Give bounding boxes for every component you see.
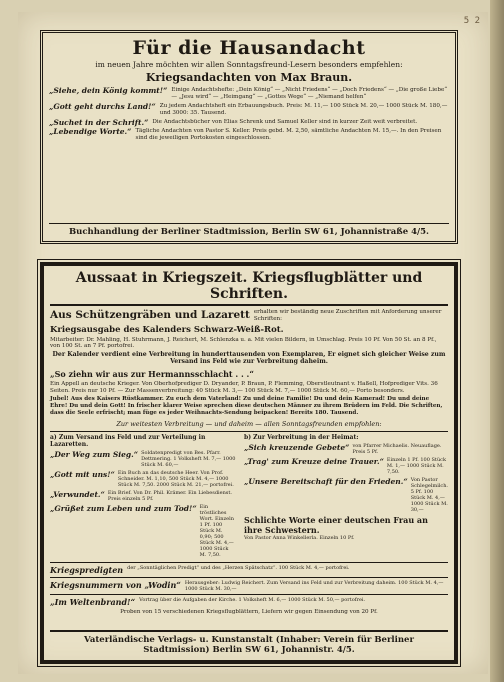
item-desc: Ein Buch an das deutsche Heer. Von Prof. Schneider. M. 1,10, 500 Stück M. 4,— 1000 Stück M. 7,50. 2000 Stück M. 21,— portofrei. [117,469,234,488]
column-feld-heading: a) Zum Versand ins Feld und zur Verteilung in Lazaretten. [50,433,206,448]
jubel-text: Jubel! Aus des Kaisers Rüstkammer. Zu euch dem Vaterland! Zu und deine Familie! Du und dein Kamerad! Du und deine Ehre! Du und dein Gott! In frischer klarer Weise sprechen diese deutschen Männer zu ihrem Brüdern im Feld. Die Schriften, dass die Seele erfrischt; man füge es jeder Weihnachts-Sendung beipacken! Bereits 180. Tausend. [50,396,443,416]
proben-note: Proben von 15 verschiedenen Kriegsflugblättern, Liefern wir gegen Einsendung von 20 Pf. [120,608,378,615]
list-item [244,443,448,455]
item-title: „Gott mit uns!“ [50,469,115,479]
lazarett-text: erhalten wir beständig neue Zuschriften mit Anforderung unserer Schriften: [253,309,442,322]
wide-item [50,562,448,575]
page-number: 5 2 [463,16,480,26]
hausandacht-advert [40,30,458,244]
hermann-heading: „So ziehn wir aus zur Hermannsschlacht . . .“ [50,368,254,379]
column-heimat [244,434,448,560]
advert-item-desc: Tägliche Andachten von Pastor S. Keller. Preis gebd. M. 2,50, sämtliche Andachten M. 15,—. In den Preisen sind die jeweiligen Portokosten eingeschlossen. [135,128,442,141]
list-item [244,477,448,513]
wide-item-desc: Herausgeber: Ludwig Reichert. Zum Versand ins Feld und zur Verbreitung daheim. 100 Stück M. 4,— 1000 Stück M. 30,— [184,579,444,592]
kalender-bold: Der Kalender verdient eine Verbreitung in hunderttausenden von Exemplaren, Er eignet sich gleicher Weise zum Versand ins Feld wie zur Verbreitung daheim. [52,351,446,365]
hausandacht-publisher: Buchhandlung der Berliner Stadtmission, Berlin SW 61, Johannistraße 4/5. [49,223,449,237]
kalender-desc: Mitarbeiter: Dr. Mahling, H. Stuhrmann, J. Reichert, M. Schlenzka u. a. Mit vielen Bildern, in Umschlag. Preis 10 Pf. Von 50 St. an 8 Pf., von 100 St. an 7 Pf. portofrei. [50,336,437,350]
page-gutter [490,0,504,682]
lazarett-heading: Aus Schützengräben und Lazarett [50,309,250,321]
hausandacht-subtitle: im neuen Jahre möchten wir allen Sonntagsfreund-Lesern besonders empfehlen: [95,60,403,69]
advert-item-desc: Die Andachtsbücher von Elias Schrenk und Samuel Keller sind in kurzer Zeit weit verbreitet. [152,119,418,125]
item-desc: Ein Brief. Von Dr. Phil. Krämer. Ein Liebesdienst. Preis einzeln 5 Pf. [107,489,232,502]
distribution-columns [50,431,448,560]
list-item [244,457,448,475]
advert-item [49,119,449,126]
item-title: „Grüßet zum Leben und zum Tod!“ [50,503,197,513]
wide-item-desc: Vortrag über die Aufgaben der Kirche. 1 Volksheft M. 6,— 1000 Stück M. 50,— portofrei. [139,596,366,603]
item-title: „Trag' zum Kreuze deine Trauer.“ [244,456,384,466]
item-desc: Von Pastor Schlegelmilch. 5 Pf. 100 Stück M. 4,— 1000 Stück M. 30,— [410,476,448,513]
list-item [50,490,236,502]
list-item [50,504,236,558]
column-feld [50,434,236,560]
kalender-heading: Kriegsausgabe des Kalenders Schwarz-Weiß-Rot. [50,324,284,335]
verlag-footer: Vaterländische Verlags- u. Kunstanstalt (Inhaber: Verein für Berliner Stadtmission) Berlin SW 61, Johannistr. 4/5. [50,630,448,655]
item-title: „Verwundet.“ [50,489,105,499]
item-desc: Ein tröstliches Wort. Einzeln 1 Pf. 100 Stück M. 0,90; 500 Stück M. 4,— 1000 Stück M. 7,50. [199,503,234,558]
advert-item [49,128,449,142]
item-desc: Soldatenpredigt von Bes. Pfarr. Dettmering. 1 Volksheft M. 7,— 1000 Stück M. 60,— [141,449,236,468]
wide-item [50,577,448,592]
item-title: „Sich kreuzende Gebete“ [244,442,350,452]
item-title: „Unsere Bereitschaft für den Frieden.“ [244,476,408,486]
hermann-desc: Ein Appell an deutsche Krieger. Von Oberhofprediger D. Dryander, P. Braun, P. Flemming, Oberstleutnant v. Haßell, Hofprediger Vits. 36 Seiten. Preis nur 10 Pf. — Zur Massenverbreitung: 40 Stück M. 3,— 100 Stück M. 7,— 1000 Stück M. 60,— Porto besonders. [50,380,438,394]
schlichte-worte-desc: Von Pastor Anna Winkellerla. Einzeln 10 Pf. [244,534,355,541]
kriegsflugblaetter-title: Aussaat in Kriegszeit. Kriegsflugblätter und Schriften. [50,270,448,306]
lazarett-section [50,309,448,323]
advert-item-title: „Gott geht durchs Land!“ [49,102,156,111]
advert-item-desc: Einige Andachtshefte: „Dein König“ — „Nicht Friedens“ — „Doch Friedens“ — „Die große Liebe“ — „Jesu wird“ — „Heimgang“ — „Gottes Wege“ — „Niemand helfen“ [171,87,448,100]
column-heimat-heading: b) Zur Verbreitung in der Heimat: [244,433,359,441]
item-desc: Einzeln 1 Pf. 100 Stück M. 1,— 1000 Stück M. 7,50. [386,456,446,475]
hausandacht-heading: Kriegsandachten von Max Braun. [145,71,353,84]
wide-item [50,594,448,607]
list-item [50,470,236,488]
middle-note: Zur weitesten Verbreitung — und daheim — allen Sonntagsfreunden empfohlen: [116,419,382,428]
advert-item-desc: Zu jedem Andachtsheft ein Erbauungsbuch. Preis: M. 11,— 100 Stück M. 20,— 1000 Stück M. 180,— und 3000: 35. Tausend. [159,103,448,116]
advert-item [49,87,449,101]
hausandacht-title: Für die Hausandacht [132,37,366,59]
advert-item-title: „Lebendige Worte.“ [49,127,132,136]
advert-item-title: „Siehe, dein König kommt!“ [49,86,168,95]
schlichte-worte: Schlichte Worte einer deutschen Frau an ihre Schwestern. [244,514,428,535]
list-item [50,450,236,468]
wide-item-title: Kriegspredigten [50,564,124,575]
advert-item-title: „Suchet in der Schrift.“ [49,118,149,127]
wide-item-title: Kriegsnummern von „Wodin“ [50,579,181,590]
wide-item-title: „Im Weltenbrand!“ [50,596,136,607]
wide-item-desc: der „Sonntäglichen Predigt“ und des „Herzen Spätschatz“. 100 Stück M. 4,— portofrei. [127,564,350,571]
item-title: „Der Weg zum Sieg.“ [50,449,139,459]
item-desc: von Pfarrer Michaelis. Neuauflage. Preis 5 Pf. [352,442,442,455]
advert-item [49,103,449,117]
kriegsflugblaetter-advert [40,262,458,664]
